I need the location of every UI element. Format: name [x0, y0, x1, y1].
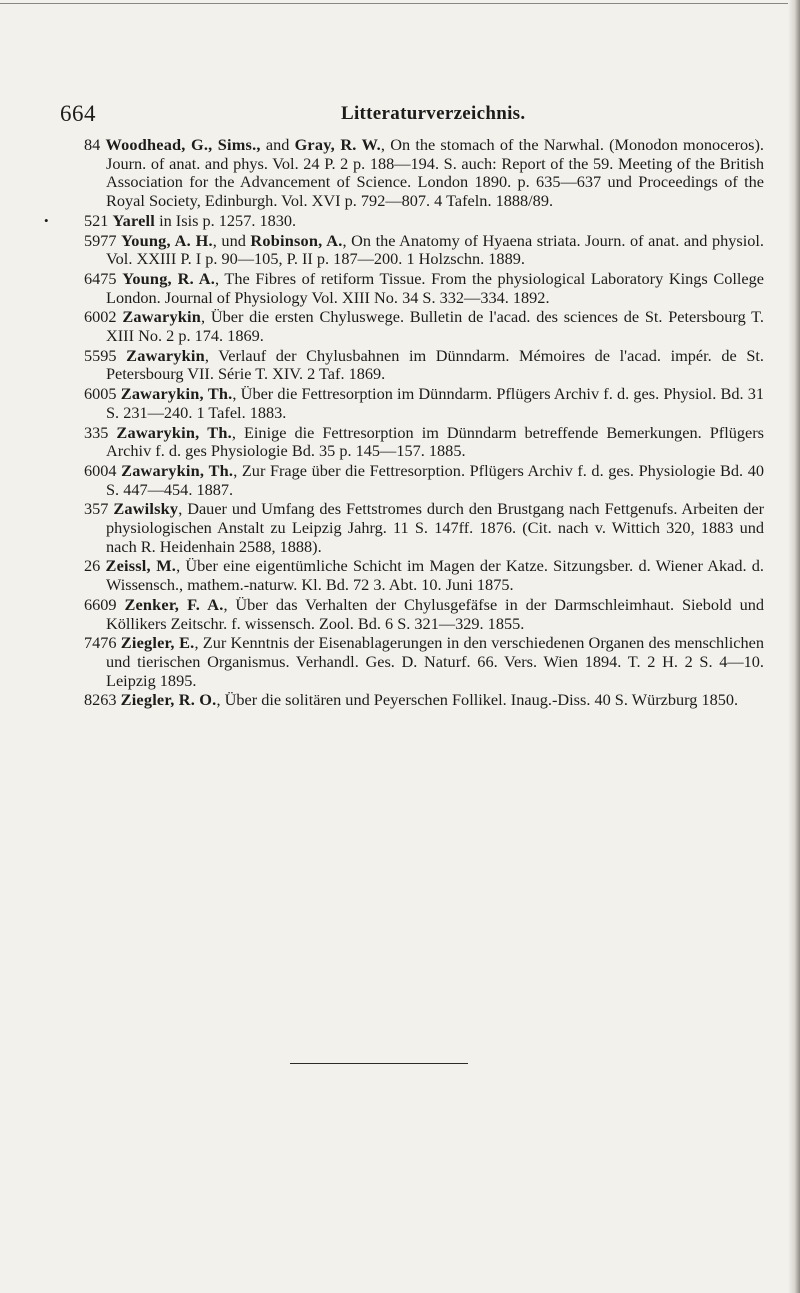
- entry-connector: , und: [212, 230, 251, 250]
- entry-author: Zenker, F. A.: [124, 594, 224, 614]
- entry-connector: and: [260, 135, 295, 154]
- entry-author: Zawarykin: [126, 345, 205, 365]
- entry-author: Zawarykin: [122, 307, 202, 327]
- entry-author: Zawilsky: [113, 499, 179, 519]
- entry-number: 26: [84, 556, 101, 576]
- bibliography-list: [44, 135, 764, 711]
- entry-author: Woodhead, G., Sims.,: [105, 135, 261, 154]
- entry-text: , Verlauf der Chylusbahnen im Dünndarm. Mémoires de l'acad. impér. de St. Petersbourg VII. Série T. XIV. 2 Taf. 1869.: [106, 345, 764, 384]
- bibliography-entry: [84, 596, 764, 633]
- entry-text: , Über die Fettresorption im Dünndarm. Pflügers Archiv f. d. ges. Physiol. Bd. 31 S. 231—240. 1 Tafel. 1883.: [106, 384, 764, 422]
- bibliography-entry: [84, 634, 764, 690]
- entry-author: Ziegler, E.: [120, 633, 195, 653]
- running-title: Litteraturverzeichnis.: [341, 103, 526, 124]
- bibliography-entry: [84, 424, 764, 461]
- entry-author-second: Robinson, A.: [250, 230, 343, 250]
- page-top-edge: [0, 3, 788, 4]
- bibliography-entry: [84, 270, 764, 307]
- entry-author-second: Gray, R. W.: [294, 135, 381, 154]
- entry-text: , Einige die Fettresorption im Dünndarm betreffende Bemerkungen. Pflügers Archiv f. d. ges Physiologie Bd. 35 p. 145—157. 1885.: [106, 422, 764, 461]
- entry-number: 7476: [84, 633, 117, 653]
- entry-text: , Über das Verhalten der Chylusgefäfse in der Darmschleimhaut. Siebold und Köllikers Zeitschr. f. wissensch. Zool. Bd. 6 S. 321—329. 1855.: [106, 594, 764, 633]
- entry-text: , Zur Kenntnis der Eisenablagerungen in den verschiedenen Organen des menschlichen und tierischen Organismus. Verhandl. Ges. D. Naturf. 66. Vers. Wien 1894. T. 2 H. 2 S. 4—10. Leipzig 1895.: [106, 633, 764, 690]
- entry-number: 84: [84, 135, 101, 154]
- entry-text: , Über die solitären und Peyerschen Follikel. Inaug.-Diss. 40 S. Würzburg 1850.: [216, 690, 739, 710]
- bibliography-entry: [84, 232, 764, 269]
- entry-author: Young, A. H.: [121, 230, 213, 250]
- entry-number: 6004: [84, 460, 117, 480]
- bibliography-entry: [84, 308, 764, 345]
- bibliography-entry: [84, 691, 764, 710]
- entry-text: , On the Anatomy of Hyaena striata. Journ. of anat. and physiol. Vol. XXIII P. I p. 90—105, P. II p. 187—200. 1 Holzschn. 1889.: [106, 230, 764, 269]
- entry-number: 5595: [84, 345, 117, 365]
- entry-text: , Dauer und Umfang des Fettstromes durch den Brustgang nach Fettgenufs. Arbeiten der physiologischen Anstalt zu Leipzig Jahrg. 11 S. 147ff. 1876. (Cit. nach v. Wittich 320, 1883 und nach R. Heidenhain 2588, 1888).: [106, 499, 764, 556]
- entry-number: 6005: [84, 384, 117, 404]
- entry-author: Zawarykin, Th.: [120, 384, 233, 404]
- entry-author: Zawarykin, Th.: [121, 460, 234, 480]
- page-header: [60, 101, 750, 131]
- entry-number: 357: [84, 499, 109, 519]
- entry-number: 6002: [84, 307, 117, 327]
- page-edge-shadow: [788, 0, 800, 1293]
- bibliography-entry: [84, 136, 764, 211]
- entry-number: 521: [84, 210, 109, 230]
- entry-text: , On the stomach of the Narwhal. (Monodon monoceros). Journ. of anat. and phys. Vol. 24 P. 2 p. 188—194. S. auch: Report of the 59. Meeting of the British Association for the Advancement of Science. London 1890. p. 635—637 und Proceedings of the Royal Society, Edinburgh. Vol. XVI p. 792—807. 4 Tafeln. 1888/89.: [106, 135, 764, 211]
- entry-text: , Über eine eigentümliche Schicht im Magen der Katze. Sitzungsber. d. Wiener Akad. d. Wissensch., mathem.-naturw. Kl. Bd. 72 3. Abt. 10. Juni 1875.: [106, 556, 764, 595]
- entry-text: , The Fibres of retiform Tissue. From the physiological Laboratory Kings College London. Journal of Physiology Vol. XIII No. 34 S. 332—334. 1892.: [106, 268, 764, 307]
- entry-number: 335: [84, 422, 109, 442]
- bibliography-entry: [84, 557, 764, 594]
- bibliography-entry: [84, 347, 764, 384]
- entry-author: Ziegler, R. O.: [120, 690, 217, 710]
- end-of-list-rule: [290, 1063, 468, 1064]
- bibliography-entry: [84, 462, 764, 499]
- entry-number: 6475: [84, 268, 117, 288]
- entry-text: , Über die ersten Chyluswege. Bulletin de l'acad. des sciences de St. Petersbourg T. XIII No. 2 p. 174. 1869.: [106, 307, 764, 346]
- entry-number: 6609: [84, 594, 117, 614]
- entry-author: Zawarykin, Th.: [116, 422, 232, 442]
- page-number: 664: [60, 101, 96, 126]
- entry-number: 5977: [84, 230, 117, 250]
- entry-author: Young, R. A.: [122, 268, 215, 288]
- entry-text: in Isis p. 1257. 1830.: [155, 210, 297, 230]
- entry-number: 8263: [84, 690, 117, 710]
- entry-text: , Zur Frage über die Fettresorption. Pflügers Archiv f. d. ges. Physiologie Bd. 40 S. 447—454. 1887.: [106, 460, 764, 499]
- bibliography-entry: • 521 Yarell in Isis p. 1257. 1830.: [44, 210, 297, 230]
- bibliography-entry: [84, 500, 764, 556]
- entry-author: Zeissl, M.: [105, 556, 177, 576]
- bibliography-entry: [84, 385, 764, 422]
- entry-author: Yarell: [112, 210, 155, 230]
